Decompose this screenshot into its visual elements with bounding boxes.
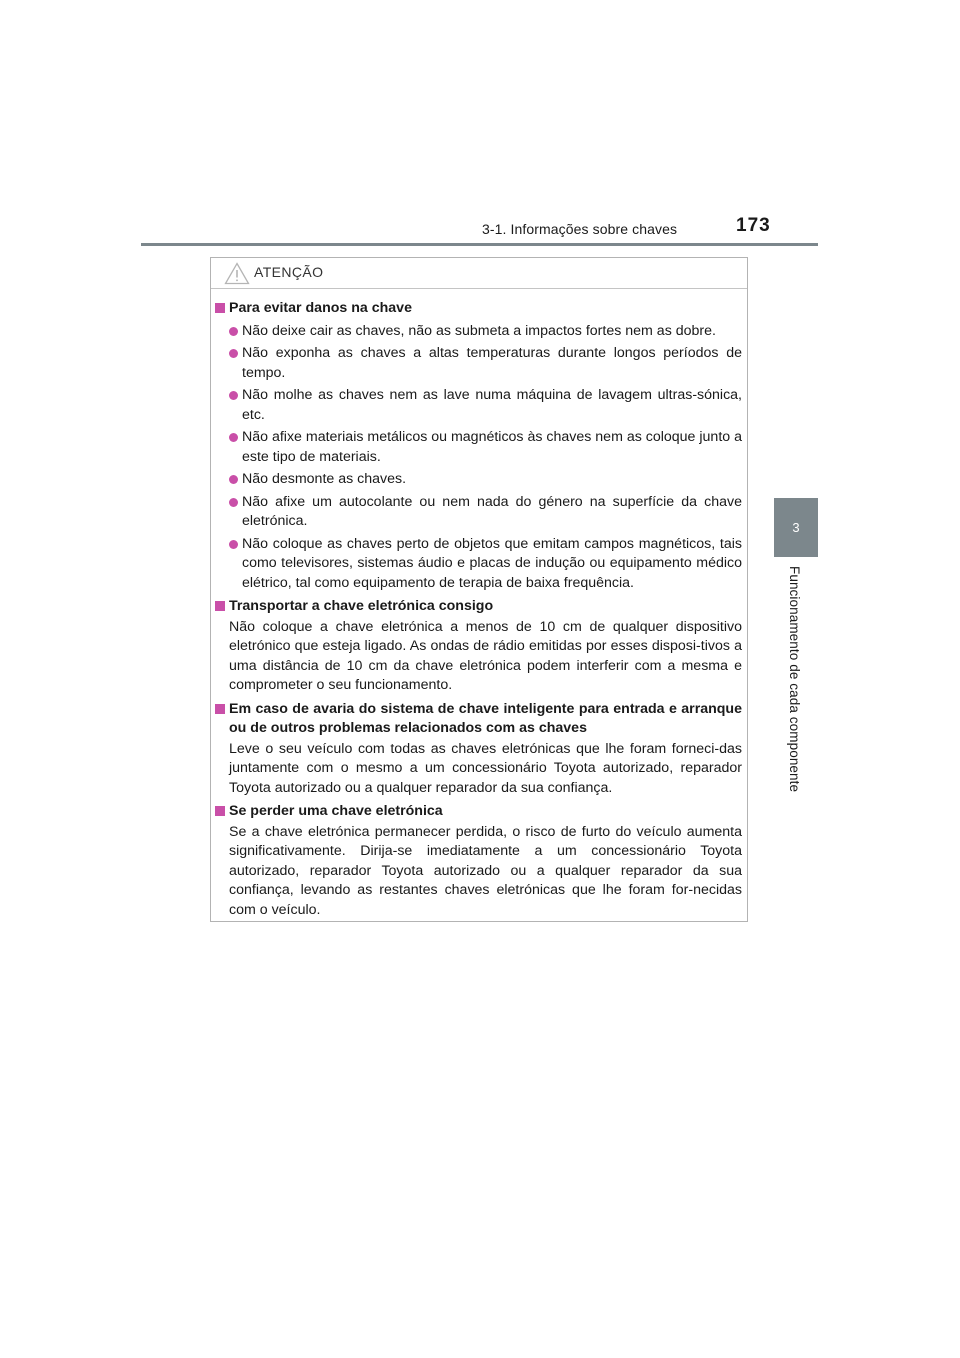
header-rule xyxy=(141,243,818,246)
section-system-failure xyxy=(211,700,747,799)
section-title: Em caso de avaria do sistema de chave inteligente para entrada e arranque ou de outros problemas relacionados com as chaves xyxy=(229,700,742,736)
bullet-dot-icon xyxy=(229,327,238,336)
warning-header xyxy=(211,258,747,289)
bullet-dot-icon xyxy=(229,391,238,400)
section-title: Para evitar danos na chave xyxy=(229,300,412,316)
warning-box xyxy=(210,257,748,922)
section-avoid-damage xyxy=(211,299,747,593)
section-square-icon xyxy=(215,806,225,816)
section-square-icon xyxy=(215,601,225,611)
bullet-dot-icon xyxy=(229,433,238,442)
chapter-tab xyxy=(774,498,818,557)
warning-content xyxy=(211,299,747,924)
list-item: Não afixe materiais metálicos ou magnéticos às chaves nem as coloque junto a este tipo de materiais. xyxy=(229,428,742,467)
list-item: Não coloque as chaves perto de objetos que emitam campos magnéticos, tais como televisores, sistemas áudio e placas de indução ou equipamento médico elétrico, tal como equipamento de terapia de baixa frequência. xyxy=(229,535,742,594)
list-item: Não deixe cair as chaves, não as submeta a impactos fortes nem as dobre. xyxy=(229,322,742,342)
section-text: Leve o seu veículo com todas as chaves eletrónicas que lhe foram forneci-das juntamente com o mesmo a um concessionário Toyota autorizado, reparador Toyota autorizado ou a qualquer reparador da sua confiança. xyxy=(229,740,742,796)
section-lost-key xyxy=(211,802,747,920)
page-number: 173 xyxy=(736,215,771,236)
section-square-icon xyxy=(215,303,225,313)
bullet-dot-icon xyxy=(229,498,238,507)
section-title: Transportar a chave eletrónica consigo xyxy=(229,598,494,614)
bullet-dot-icon xyxy=(229,349,238,358)
bullet-dot-icon xyxy=(229,475,238,484)
header-section-title: 3-1. Informações sobre chaves xyxy=(482,221,678,237)
list-item: Não afixe um autocolante ou nem nada do género na superfície da chave eletrónica. xyxy=(229,493,742,532)
list-item: Não exponha as chaves a altas temperaturas durante longos períodos de tempo. xyxy=(229,344,742,383)
list-item: Não molhe as chaves nem as lave numa máquina de lavagem ultras-sónica, etc. xyxy=(229,386,742,425)
warning-title: ATENÇÃO xyxy=(254,264,324,280)
warning-triangle-icon xyxy=(224,262,250,285)
chapter-number: 3 xyxy=(792,520,800,535)
section-square-icon xyxy=(215,704,225,714)
section-text: Se a chave eletrónica permanecer perdida, o risco de furto do veículo aumenta significativamente. Dirija-se imediatamente a um concessionário Toyota autorizado, reparador Toyota autorizado ou a qualquer reparador da sua confiança, levando as restantes chaves eletrónicas que lhe foram for-necidas com o veículo. xyxy=(229,823,742,918)
bullet-dot-icon xyxy=(229,540,238,549)
chapter-label: Funcionamento de cada componente xyxy=(787,566,802,793)
section-title: Se perder uma chave eletrónica xyxy=(229,803,443,819)
list-item: Não desmonte as chaves. xyxy=(229,470,742,490)
section-carry-key xyxy=(211,597,747,696)
section-text: Não coloque a chave eletrónica a menos de 10 cm de qualquer dispositivo eletrónico que esteja ligado. As ondas de rádio emitidas por esses disposi-tivos a uma distância de 10 cm da chave eletrónica podem interferir com a mesma e comprometer o seu funcionamento. xyxy=(229,618,742,693)
